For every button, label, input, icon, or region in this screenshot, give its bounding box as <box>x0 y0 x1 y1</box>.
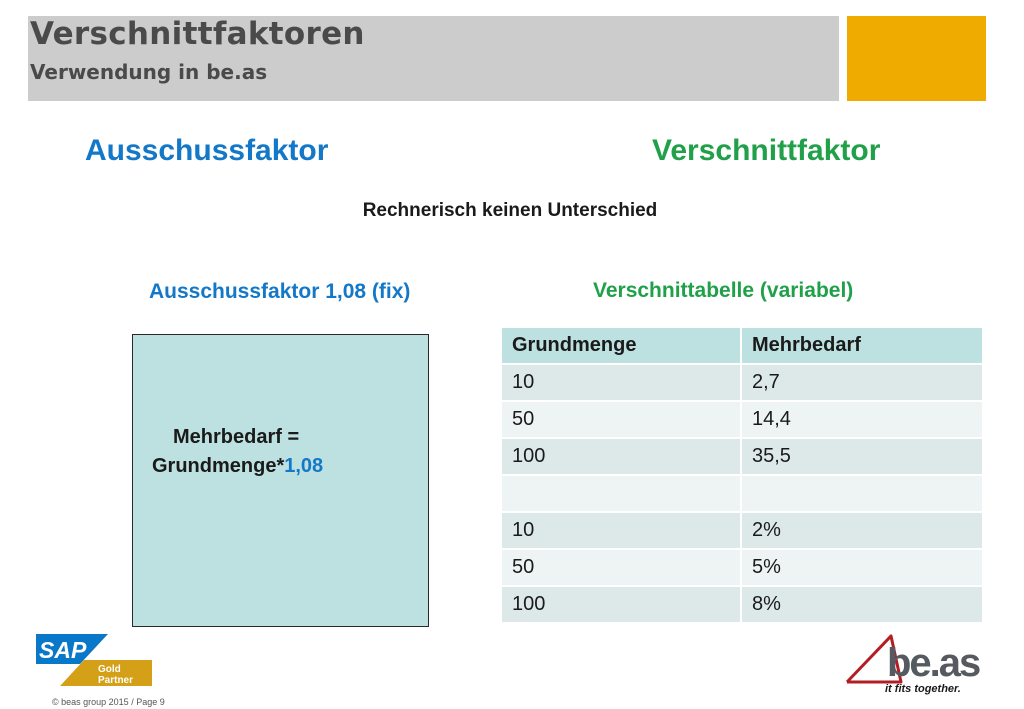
header-accent-block <box>847 16 986 101</box>
table-row <box>502 513 982 550</box>
table-row <box>502 402 982 439</box>
page-title: Verschnittfaktoren <box>30 16 365 52</box>
footer-copyright: © beas group 2015 / Page 9 <box>52 697 165 707</box>
gold-badge-line1: Gold <box>98 664 121 675</box>
column-header-grundmenge: Grundmenge <box>502 328 740 365</box>
table-row <box>502 365 982 402</box>
heading-ausschussfaktor: Ausschussfaktor <box>85 134 329 167</box>
formula-line-1: Mehrbedarf = <box>173 426 300 448</box>
table-row <box>502 587 982 624</box>
table-row <box>502 476 982 513</box>
table-cell-grundmenge: 50 <box>502 402 740 439</box>
beas-tagline: it fits together. <box>885 683 961 695</box>
sap-logo-text: SAP <box>39 637 87 663</box>
table-cell-mehrbedarf: 5% <box>740 550 982 587</box>
formula-line-2 <box>152 455 323 478</box>
table-cell-grundmenge: 10 <box>502 513 740 550</box>
formula-factor: 1,08 <box>284 455 324 477</box>
verschnittabelle-label: Verschnittabelle (variabel) <box>593 279 854 302</box>
table-row <box>502 550 982 587</box>
table-cell-grundmenge: 10 <box>502 365 740 402</box>
table-cell-grundmenge <box>502 476 740 513</box>
ausschussfaktor-label: Ausschussfaktor 1,08 (fix) <box>149 280 411 303</box>
formula-box <box>132 334 429 627</box>
table-cell-grundmenge: 100 <box>502 439 740 476</box>
page-subtitle: Verwendung in be.as <box>30 60 268 84</box>
column-header-mehrbedarf: Mehrbedarf <box>740 328 982 365</box>
gold-badge-line2: Partner <box>98 675 134 686</box>
table-row <box>502 439 982 476</box>
table-cell-grundmenge: 50 <box>502 550 740 587</box>
table-cell-mehrbedarf <box>740 476 982 513</box>
heading-verschnittfaktor: Verschnittfaktor <box>652 134 881 167</box>
table-cell-mehrbedarf: 2,7 <box>740 365 982 402</box>
beas-logo-text: be.as <box>887 641 980 685</box>
sap-gold-partner-logo <box>36 634 152 690</box>
table-cell-grundmenge: 100 <box>502 587 740 624</box>
verschnitt-table <box>502 328 982 624</box>
table-cell-mehrbedarf: 8% <box>740 587 982 624</box>
center-note: Rechnerisch keinen Unterschied <box>362 200 658 221</box>
table-cell-mehrbedarf: 2% <box>740 513 982 550</box>
table-header-row <box>502 328 982 365</box>
formula-prefix: Grundmenge* <box>152 455 285 477</box>
beas-logo <box>843 632 991 696</box>
table-cell-mehrbedarf: 14,4 <box>740 402 982 439</box>
table-cell-mehrbedarf: 35,5 <box>740 439 982 476</box>
